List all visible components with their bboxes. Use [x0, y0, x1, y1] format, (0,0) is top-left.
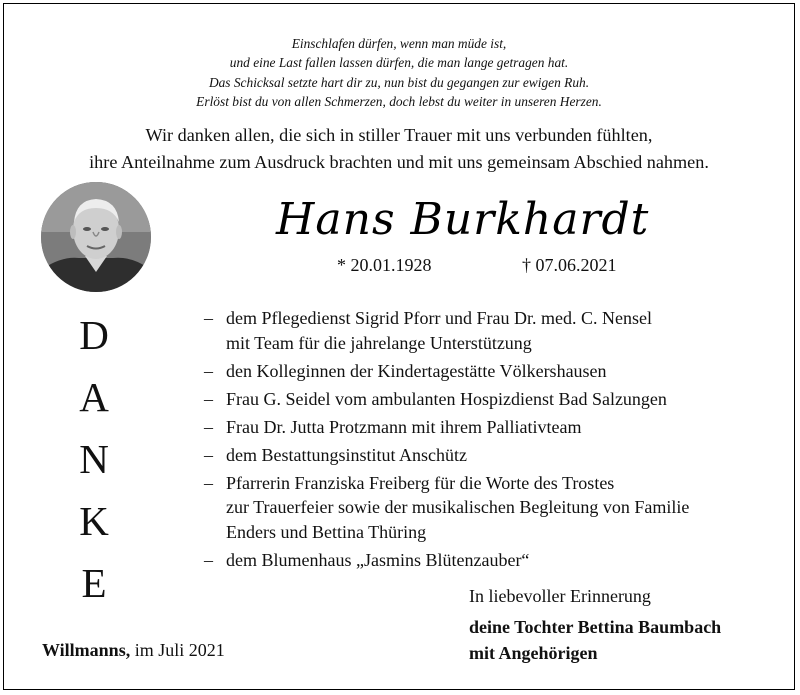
list-item: [204, 471, 774, 545]
thanks-text: [4, 122, 794, 175]
list-dash: –: [204, 360, 213, 381]
signer: [469, 615, 721, 666]
birth-date: * 20.01.1928: [337, 255, 432, 275]
place-town: Willmanns,: [42, 640, 131, 660]
list-item-line: dem Blumenhaus „Jasmins Blütenzauber“: [226, 549, 530, 570]
list-item-line: den Kolleginnen der Kindertagestätte Völkershausen: [226, 360, 607, 381]
list-item-line: dem Bestattungsinstitut Anschütz: [226, 444, 467, 465]
list-item-line: Enders und Bettina Thüring: [226, 521, 427, 542]
list-dash: –: [204, 549, 213, 570]
danke-letter: D: [79, 312, 109, 358]
portrait-image: [41, 182, 151, 292]
place-date: [42, 640, 225, 661]
signer-line: mit Angehörigen: [469, 642, 598, 663]
poem-line: Das Schicksal setzte hart dir zu, nun bist du gegangen zur ewigen Ruh.: [208, 74, 590, 90]
thanks-line: Wir danken allen, die sich in stiller Trauer mit uns verbunden fühlten,: [145, 125, 653, 145]
list-item-line: mit Team für die jahrelange Unterstützung: [226, 332, 532, 353]
poem-line: Erlöst bist du von allen Schmerzen, doch lebst du weiter in unseren Herzen.: [196, 94, 602, 110]
list-dash: –: [204, 388, 213, 409]
signer-line: deine Tochter Bettina Baumbach: [469, 617, 722, 637]
list-dash: –: [204, 472, 213, 493]
list-item-line: zur Trauerfeier sowie der musikalischen Begleitung von Familie: [226, 497, 690, 517]
list-item-line: dem Pflegedienst Sigrid Pforr und Frau Dr. med. C. Nensel: [226, 308, 652, 328]
list-item: [204, 387, 774, 412]
danke-letter: K: [79, 498, 109, 544]
list-item-line: Pfarrerin Franziska Freiberg für die Worte des Trostes: [226, 472, 615, 493]
list-item: [204, 548, 774, 573]
portrait-photo: [41, 182, 151, 292]
thanks-list: [204, 306, 774, 576]
list-dash: –: [204, 308, 213, 328]
place-month: im Juli 2021: [134, 640, 225, 660]
list-item: [204, 443, 774, 468]
poem-line: und eine Last fallen lassen dürfen, die man lange getragen hat.: [229, 55, 569, 71]
list-item: [204, 415, 774, 440]
list-item-line: Frau Dr. Jutta Protzmann mit ihrem Palliativteam: [226, 416, 582, 437]
list-item-line: Frau G. Seidel vom ambulanten Hospizdienst Bad Salzungen: [226, 388, 667, 409]
thanks-line: ihre Anteilnahme zum Ausdruck brachten und mit uns gemeinsam Abschied nahmen.: [89, 151, 709, 172]
obituary-card: [3, 3, 795, 690]
danke-letter: N: [79, 436, 109, 482]
death-date: † 07.06.2021: [522, 255, 617, 275]
poem-line: Einschlafen dürfen, wenn man müde ist,: [291, 36, 507, 51]
list-dash: –: [204, 416, 213, 437]
danke-letter: A: [79, 374, 109, 420]
list-item: [204, 306, 774, 355]
poem: [4, 34, 794, 112]
list-item: [204, 359, 774, 384]
closing-phrase: In liebevoller Erinnerung: [469, 586, 651, 606]
danke-letter: E: [81, 560, 107, 606]
deceased-name: Hans Burkhardt: [276, 194, 650, 245]
danke-vertical: [72, 304, 116, 614]
list-dash: –: [204, 444, 213, 465]
